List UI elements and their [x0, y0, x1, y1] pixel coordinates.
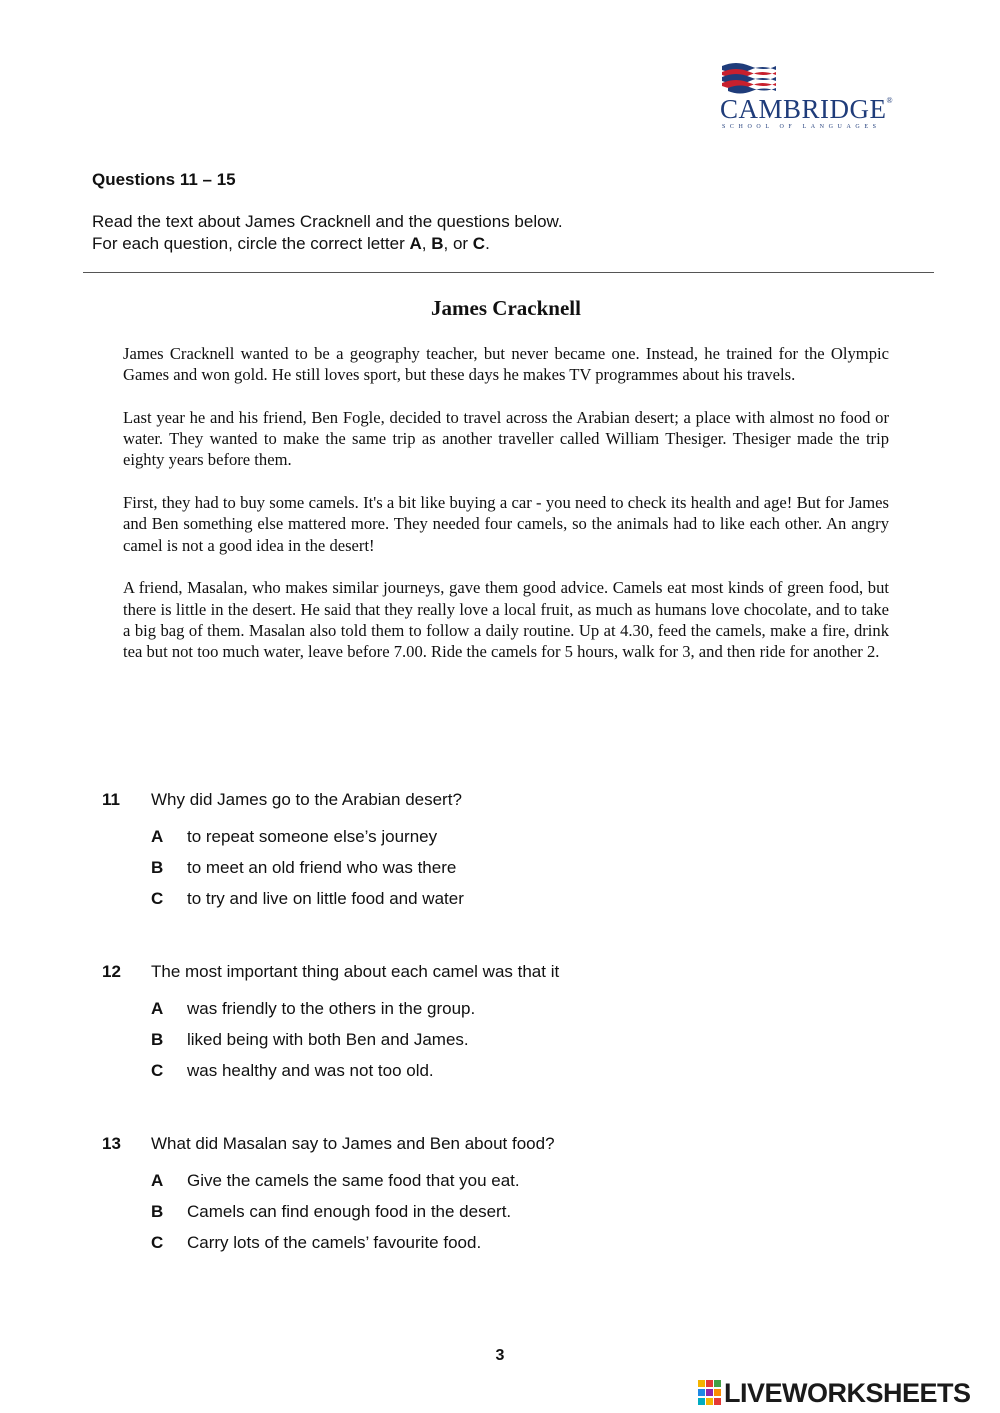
question-text: The most important thing about each camel was that it [151, 962, 560, 981]
passage-title: James Cracknell [431, 296, 581, 320]
paragraph: Last year he and his friend, Ben Fogle, decided to travel across the Arabian desert; a place with almost no food or water. They wanted to make the same trip as another traveller called William Thesiger. Thesiger made the trip eighty years before them. [123, 407, 889, 470]
option-text: to try and live on little food and water [187, 889, 464, 908]
option-letter[interactable]: C [151, 1061, 164, 1080]
liveworksheets-logo-icon [698, 1380, 722, 1406]
question-number: 11 [102, 790, 120, 809]
instructions [92, 211, 563, 255]
option-letter[interactable]: B [151, 858, 164, 877]
option-text: to repeat someone else’s journey [187, 827, 438, 846]
logo-wordmark: CAMBRIDGE® [720, 94, 894, 124]
option-letter[interactable]: B [151, 1202, 164, 1221]
option-letter[interactable]: A [151, 827, 164, 846]
option-text: to meet an old friend who was there [187, 858, 457, 877]
flag-icon [718, 62, 778, 94]
option-text: Carry lots of the camels’ favourite food. [187, 1233, 482, 1252]
question-text: What did Masalan say to James and Ben about food? [151, 1134, 555, 1153]
option-text: liked being with both Ben and James. [187, 1030, 469, 1049]
option-letter[interactable]: B [151, 1030, 164, 1049]
section-heading: Questions 11 – 15 [92, 170, 236, 189]
option-letter[interactable]: A [151, 999, 164, 1018]
paragraph: First, they had to buy some camels. It's a bit like buying a car - you need to check its health and age! But for James and Ben something else mattered more. They needed four camels, so the animals had to like each other. An angry camel is not a good idea in the desert! [123, 493, 889, 555]
option-letter[interactable]: A [151, 1171, 164, 1190]
option-text: Camels can find enough food in the desert. [187, 1202, 512, 1221]
question-number: 13 [102, 1134, 121, 1153]
question-number: 12 [102, 962, 121, 981]
option-letter[interactable]: C [151, 1233, 164, 1252]
instruction-line-2: For each question, circle the correct letter A, B, or C. [92, 234, 490, 253]
paragraph: James Cracknell wanted to be a geography teacher, but never became one. Instead, he trained for the Olympic Games and won gold. He still loves sport, but these days he makes TV programmes about his travels. [123, 344, 889, 385]
logo-subtitle: SCHOOL OF LANGUAGES [722, 124, 881, 130]
divider [83, 272, 934, 273]
question-text: Why did James go to the Arabian desert? [151, 790, 462, 809]
paragraph: A friend, Masalan, who makes similar journeys, gave them good advice. Camels eat most kinds of green food, but there is little in the desert. He said that they really love a local fruit, as much as humans love chocolate, and to take a big bag of them. Masalan also told them to follow a daily routine. Up at 4.30, feed the camels, make a fire, drink tea but not too much water, leave before 7.00. Ride the camels for 5 hours, walk for 3, and then ride for another 2. [123, 578, 889, 662]
option-text: was healthy and was not too old. [187, 1061, 434, 1080]
liveworksheets-text: LIVEWORKSHEETS [724, 1378, 971, 1408]
cambridge-logo [718, 62, 908, 132]
option-text: was friendly to the others in the group. [187, 999, 476, 1018]
option-text: Give the camels the same food that you eat. [187, 1171, 520, 1190]
instruction-line-1: Read the text about James Cracknell and the questions below. [92, 212, 563, 231]
page-number: 3 [495, 1347, 505, 1364]
reading-passage [123, 343, 889, 684]
option-letter[interactable]: C [151, 889, 164, 908]
